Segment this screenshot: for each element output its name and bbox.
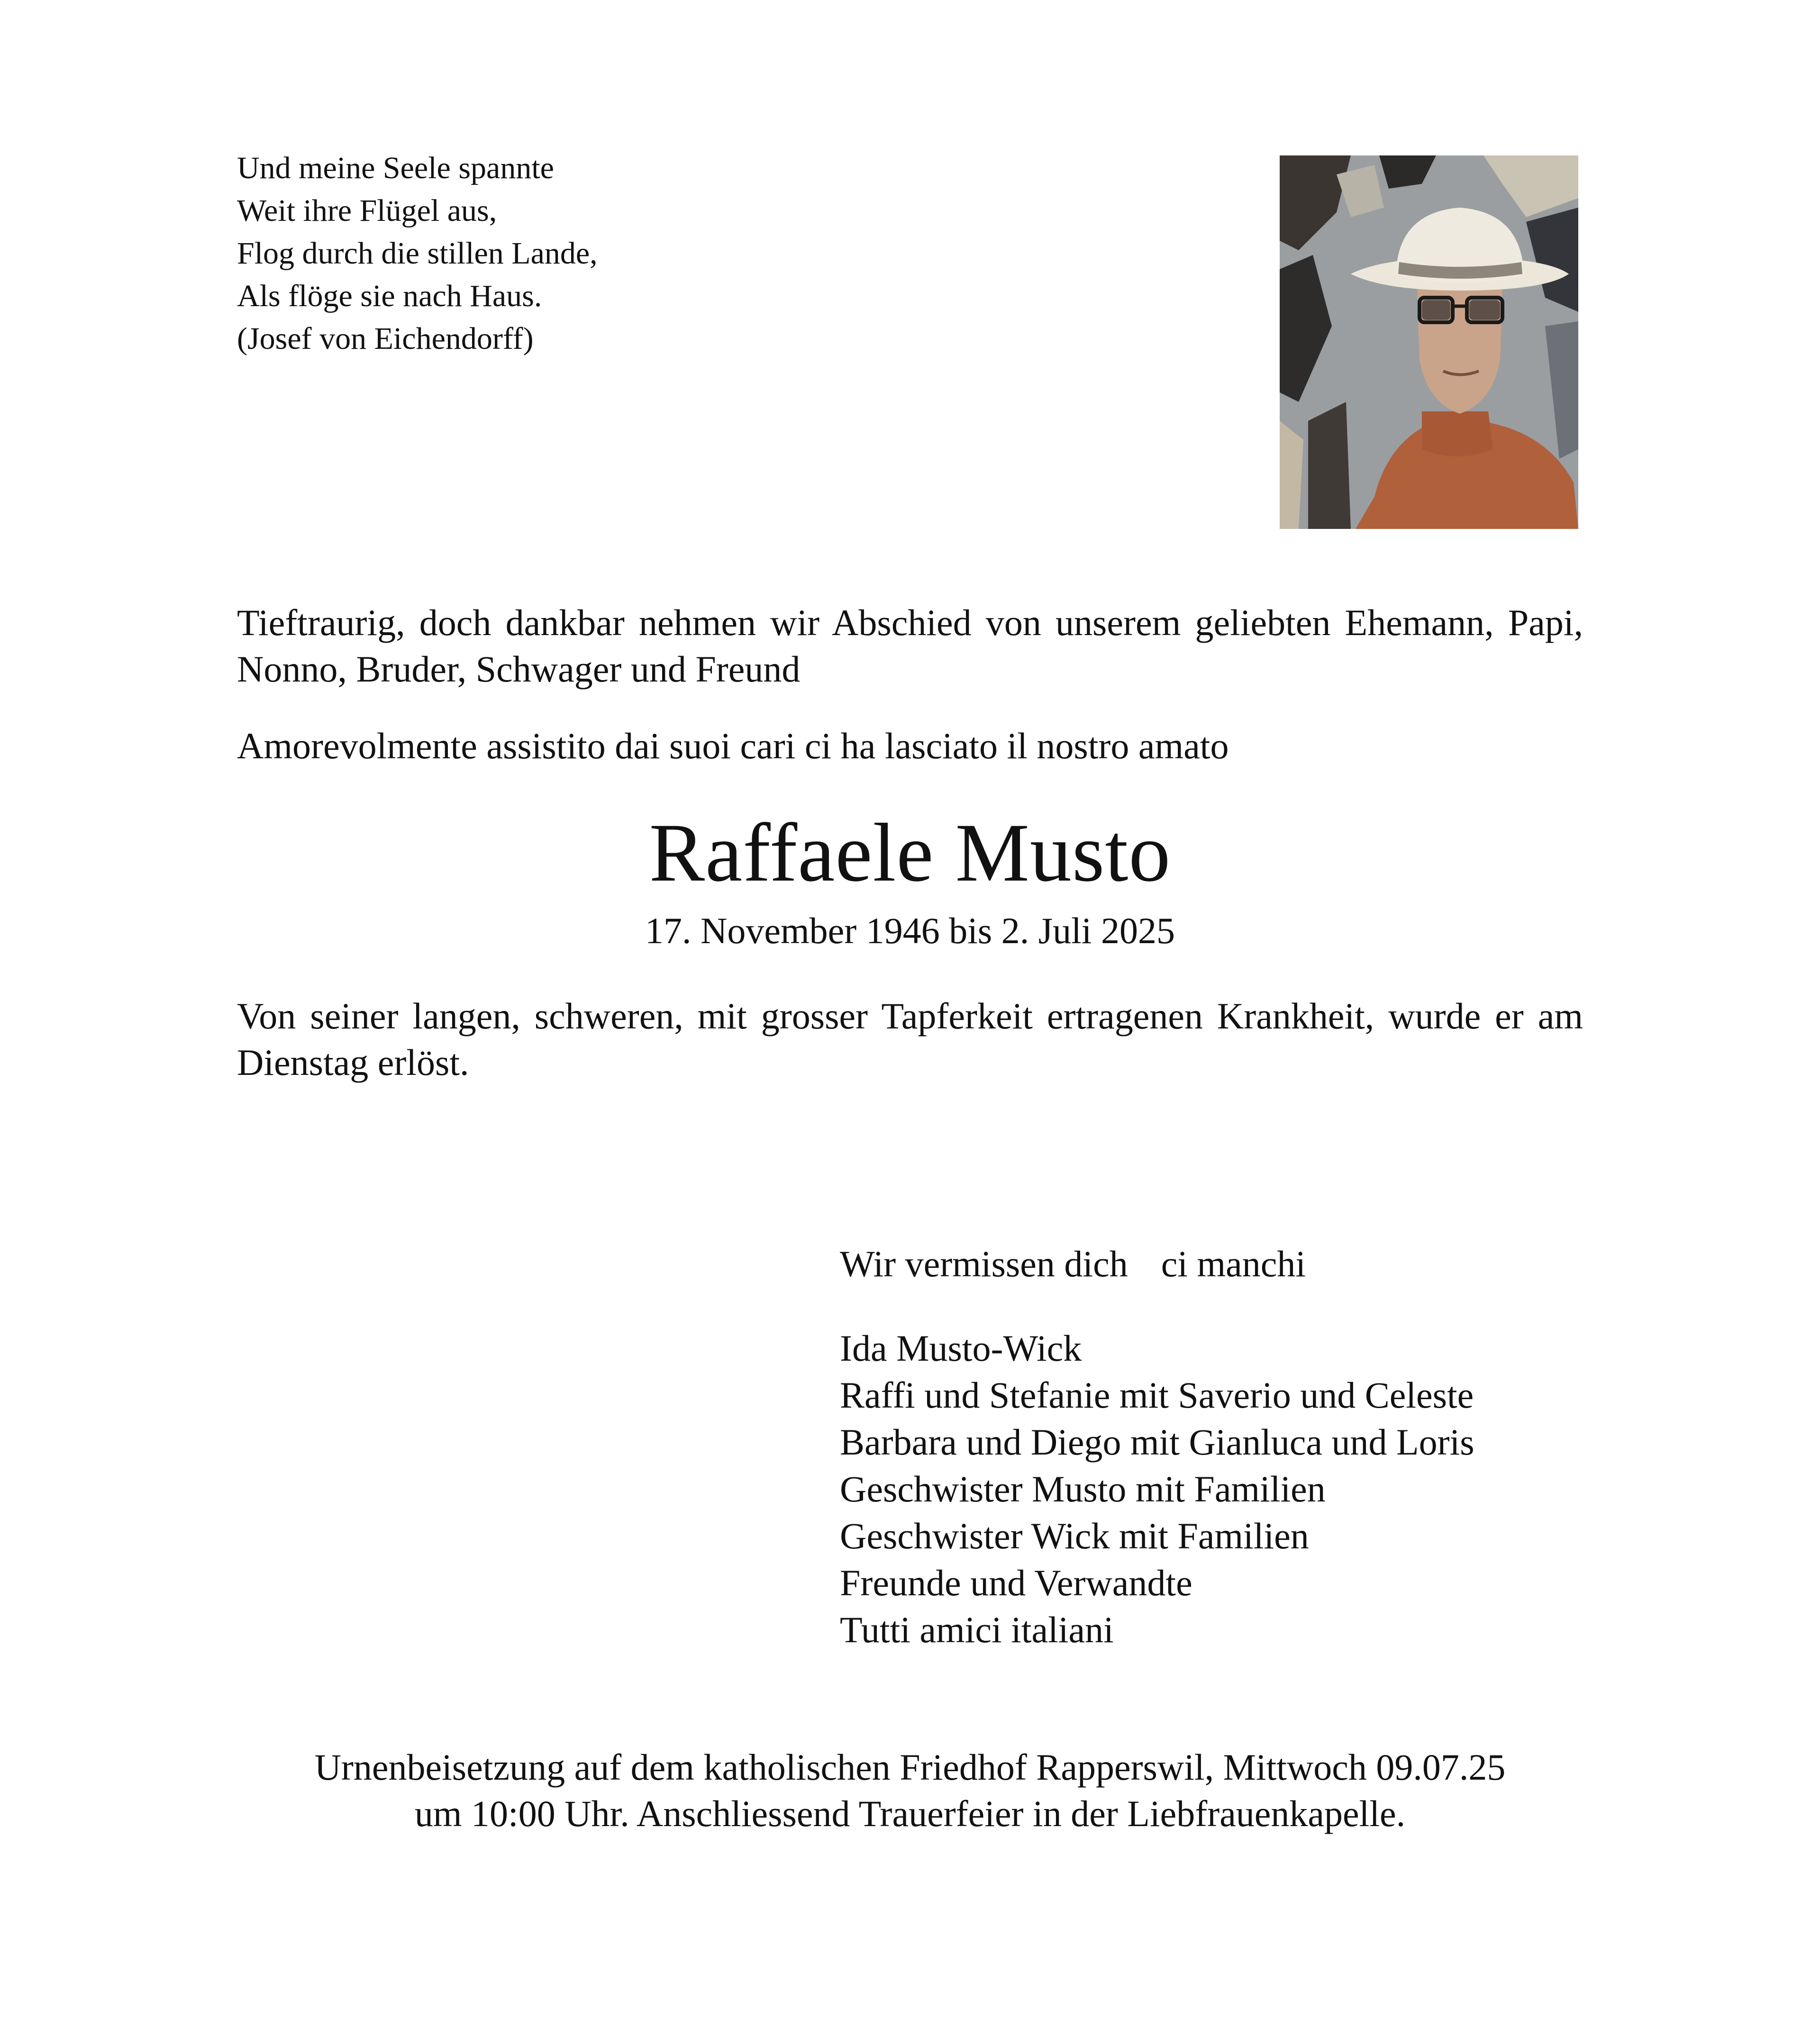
family-member: Ida Musto-Wick [840,1328,1082,1369]
poem-line: Als flöge sie nach Haus. [237,279,542,313]
family-member: Raffi und Stefanie mit Saverio und Celeste [840,1374,1474,1416]
family-member: Tutti amici italiani [840,1609,1114,1650]
family-member: Geschwister Wick mit Familien [840,1515,1309,1556]
poem-line: Flog durch die stillen Lande, [237,236,598,271]
deceased-name: Raffaele Musto [649,807,1171,899]
illness-text: Von seiner langen, schweren, mit grosser Tapferkeit ertragenen Krankheit, wurde er am Dienstag erlöst. [237,995,1583,1083]
poem-author: (Josef von Eichendorff) [237,321,534,356]
ceremony-line: Urnenbeisetzung auf dem katholischen Friedhof Rapperswil, Mittwoch 09.07.25 [314,1746,1506,1788]
miss-german: Wir vermissen dich [840,1243,1128,1284]
poem [237,147,806,360]
farewell-text-german: Tieftraurig, doch dankbar nehmen wir Abschied von unserem geliebten Ehemann, Papi, Nonno, Bruder, Schwager und Freund [237,602,1583,690]
miss-line [840,1241,1306,1287]
poem-line: Und meine Seele spannte [237,151,554,185]
ceremony-info [0,1744,1820,1837]
farewell-text-italian: Amorevolmente assistito dai suoi cari ci ha lasciato il nostro amato [237,725,1229,766]
family-member: Freunde und Verwandte [840,1562,1192,1603]
family-member: Barbara und Diego mit Gianluca und Loris [840,1421,1474,1463]
poem-line: Weit ihre Flügel aus, [237,193,497,228]
family-list [840,1325,1740,1653]
miss-italian: ci manchi [1161,1243,1306,1284]
life-dates: 17. November 1946 bis 2. Juli 2025 [645,910,1175,951]
portrait-photo [1280,155,1578,529]
family-member: Geschwister Musto mit Familien [840,1468,1326,1510]
ceremony-line: um 10:00 Uhr. Anschliessend Trauerfeier in der Liebfrauenkapelle. [414,1793,1406,1834]
